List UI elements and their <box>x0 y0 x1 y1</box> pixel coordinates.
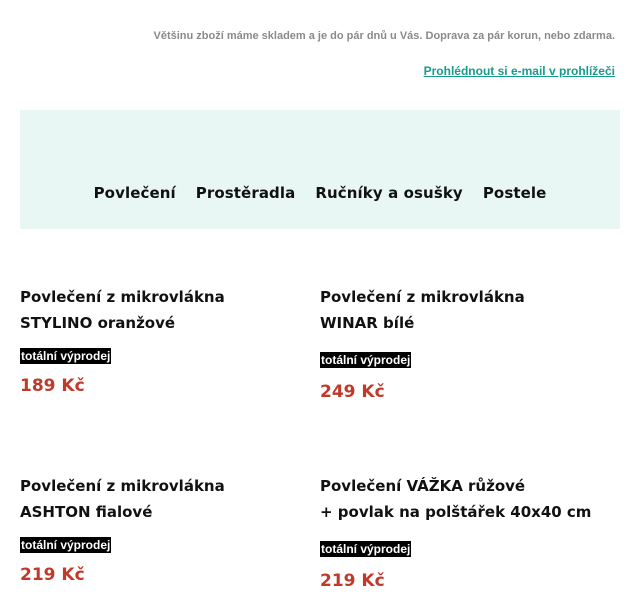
product-price[interactable]: 219 Kč <box>20 565 85 585</box>
product-price[interactable]: 219 Kč <box>320 571 385 591</box>
product-title[interactable] <box>20 473 320 525</box>
nav-item-rucniky-a-osusky[interactable]: Ručníky a osušky <box>315 184 463 202</box>
product-title-line2: WINAR bílé <box>320 314 415 332</box>
product-price[interactable]: 249 Kč <box>320 382 385 402</box>
product-title-line1: Povlečení z mikrovlákna <box>20 288 225 306</box>
product-title-line1: Povlečení z mikrovlákna <box>20 477 225 495</box>
product-card-vazka[interactable] <box>320 473 620 591</box>
sale-badge: totální výprodej <box>21 538 111 552</box>
sale-badge: totální výprodej <box>321 353 411 367</box>
product-title-line1: Povlečení z mikrovlákna <box>320 288 525 306</box>
product-title-line2: ASHTON fialové <box>20 503 153 521</box>
product-title[interactable] <box>320 284 620 336</box>
nav-item-prosteradla[interactable]: Prostěradla <box>195 184 296 202</box>
product-title[interactable] <box>320 473 620 525</box>
product-card-winar[interactable] <box>320 284 620 402</box>
category-nav-list <box>20 184 620 202</box>
category-nav-bar <box>20 110 620 229</box>
product-price[interactable]: 189 Kč <box>20 376 85 396</box>
product-title-line2: STYLINO oranžové <box>20 314 176 332</box>
nav-item-povleceni[interactable]: Povlečení <box>93 184 176 202</box>
product-card-stylino[interactable] <box>20 284 320 396</box>
view-in-browser-link[interactable]: Prohlédnout si e-mail v prohlížeči <box>423 64 615 78</box>
sale-badge: totální výprodej <box>21 349 111 363</box>
product-card-ashton[interactable] <box>20 473 320 585</box>
product-title[interactable] <box>20 284 320 336</box>
sale-badge: totální výprodej <box>321 542 411 556</box>
preheader-text: Většinu zboží máme skladem a je do pár dnů u Vás. Doprava za pár korun, nebo zdarma. <box>153 30 615 42</box>
product-title-line2: + povlak na polštářek 40x40 cm <box>320 503 592 521</box>
nav-item-postele[interactable]: Postele <box>482 184 547 202</box>
product-title-line1: Povlečení VÁŽKA růžové <box>320 477 526 495</box>
